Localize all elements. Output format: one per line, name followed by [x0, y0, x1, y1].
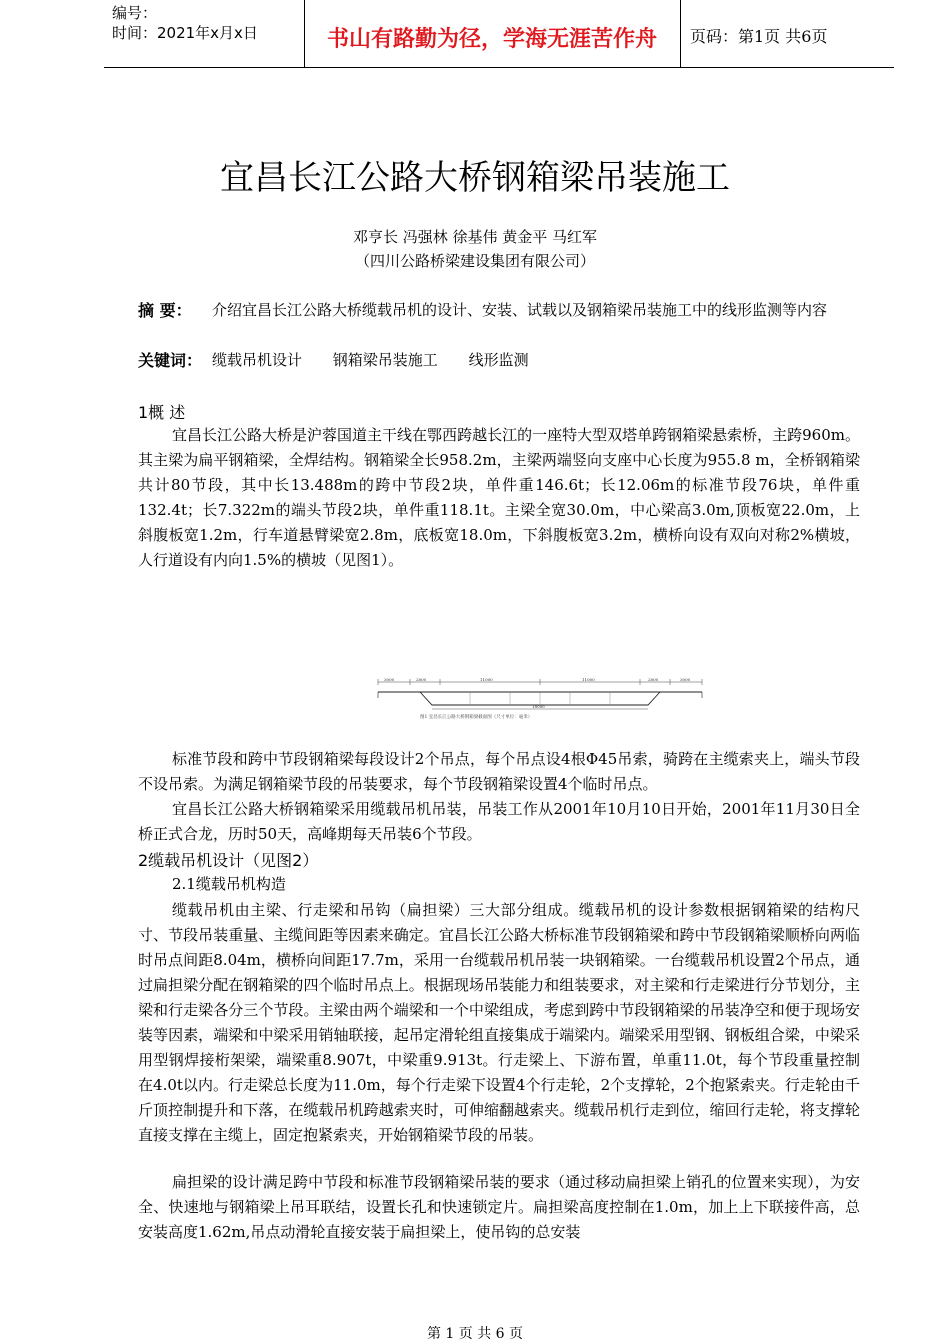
- article-title: 宜昌长江公路大桥钢箱梁吊装施工: [220, 158, 730, 198]
- fig-dim-label: 11000: [582, 677, 595, 682]
- article-affiliation: （四川公路桥梁建设集团有限公司）: [354, 252, 595, 270]
- article-authors: 邓亨长 冯强林 徐基伟 黄金平 马红军: [352, 228, 598, 246]
- keyword: 钢箱梁吊装施工: [332, 351, 438, 369]
- fig-dim-label: 2800: [648, 677, 659, 682]
- abstract-text: 介绍宜昌长江公路大桥缆载吊机的设计、安装、试载以及钢箱梁吊装施工中的线形监测等内容: [212, 301, 828, 319]
- fig-dim-label: 3000: [680, 677, 691, 682]
- fig-dim-label: 3000: [384, 677, 395, 682]
- fig-dim-label: 11000: [480, 677, 493, 682]
- header-meta-cell: [104, 0, 305, 67]
- page-header: [104, 0, 894, 68]
- keywords-list: [212, 348, 862, 373]
- paragraph-s1-1: 宜昌长江公路大桥是沪蓉国道主干线在鄂西跨越长江的一座特大型双塔单跨钢箱梁悬索桥，主跨960m。其主梁为扁平钢箱梁，全焊结构。钢箱梁全长958.2m，主梁两端竖向支座中心长度为955.8 m，全桥钢箱梁共计80节段，其中长13.488m的跨中节段2块，单件重146.6t；长12.06m的标准节段76块，单件重132.4t；长7.322m的端头节段2块，单件重118.1t。主梁全宽30.0m，中心梁高3.0m,顶板宽22.0m，上斜腹板宽1.2m，行车道悬臂梁宽2.8m，底板宽18.0m，下斜腹板宽3.2m，横桥向设有双向对称2%横坡，人行道设有内向1.5%的横坡（见图1）。: [138, 426, 860, 569]
- keyword: 缆载吊机设计: [212, 351, 303, 369]
- page-info: 页码：第1页 共6页: [690, 27, 828, 46]
- keywords-label: 关键词：: [138, 351, 203, 370]
- number-label: 编号：: [112, 4, 158, 22]
- fig-dim-label: 2800: [416, 677, 427, 682]
- keyword: 线形监测: [468, 351, 529, 369]
- motto: 书山有路勤为径，学海无涯苦作舟: [326, 27, 657, 52]
- section-heading-2-1: 2.1缆载吊机构造: [172, 875, 286, 893]
- paragraph-s2-2: 扁担梁的设计满足跨中节段和标准节段钢箱梁吊装的要求（通过移动扁担梁上销孔的位置来实现），为安全、快速地与钢箱梁上吊耳联结，设置长孔和快速锁定片。扁担梁高度控制在1.0m，加上上下联接件高，总安装高度1.62m,吊点动滑轮直接安装于扁担梁上，使吊钩的总安装: [138, 1173, 860, 1241]
- header-page-cell: [680, 0, 894, 67]
- fig-center-dim: 18000: [532, 704, 545, 709]
- paragraph-s1-2: 标准节段和跨中节段钢箱梁每段设计2个吊点，每个吊点设4根Φ45吊索，骑跨在主缆索夹上，端头节段不设吊索。为满足钢箱梁节段的吊装要求，每个节段钢箱梁设置4个临时吊点。: [138, 750, 860, 793]
- date-line: 时间：2021年x月x日: [112, 24, 258, 42]
- section-heading-2: 2缆载吊机设计（见图2）: [138, 851, 319, 870]
- figure-1-cross-section: [370, 676, 710, 724]
- section-heading-1: 1概 述: [138, 403, 186, 422]
- paragraph-s2-1: 缆载吊机由主梁、行走梁和吊钩（扁担梁）三大部分组成。缆载吊机的设计参数根据钢箱梁的结构尺寸、节段吊装重量、主缆间距等因素来确定。宜昌长江公路大桥标准节段钢箱梁和跨中节段钢箱梁顺桥向两临时吊点间距8.04m，横桥向间距17.7m，采用一台缆载吊机吊装一块钢箱梁。一台缆载吊机设置2个吊点，通过扁担梁分配在钢箱梁的四个临时吊点上。根据现场吊装能力和组装要求，对主梁和行走梁进行分节划分，主梁和行走梁各分三个节段。主梁由两个端梁和一个中梁组成，考虑到跨中节段钢箱梁的吊装净空和便于现场安装等因素，端梁和中梁采用销轴联接，起吊定滑轮组直接集成于端梁内。端梁采用型钢、钢板组合梁，中梁采用型钢焊接桁架梁，端梁重8.907t，中梁重9.913t。行走梁上、下游布置，单重11.0t，每个节段重量控制在4.0t以内。行走梁总长度为11.0m，每个行走梁下设置4个行走轮，2个支撑轮，2个抱紧索夹。行走轮由千斤顶控制提升和下落，在缆载吊机跨越索夹时，可伸缩翻越索夹。缆载吊机行走到位，缩回行走轮，将支撑轮直接支撑在主缆上，固定抱紧索夹，开始钢箱梁节段的吊装。: [138, 901, 860, 1144]
- fig-caption: 图1 宜昌长江公路大桥钢箱梁截面图（尺寸单位：毫米）: [420, 715, 533, 720]
- abstract-label: 摘 要：: [138, 301, 192, 320]
- page-footer: 第 1 页 共 6 页: [426, 1326, 524, 1342]
- paragraph-s1-3: 宜昌长江公路大桥钢箱梁采用缆载吊机吊装，吊装工作从2001年10月10日开始，2001年11月30日全桥正式合龙，历时50天，高峰期每天吊装6个节段。: [138, 800, 860, 843]
- header-motto-cell: [304, 0, 681, 67]
